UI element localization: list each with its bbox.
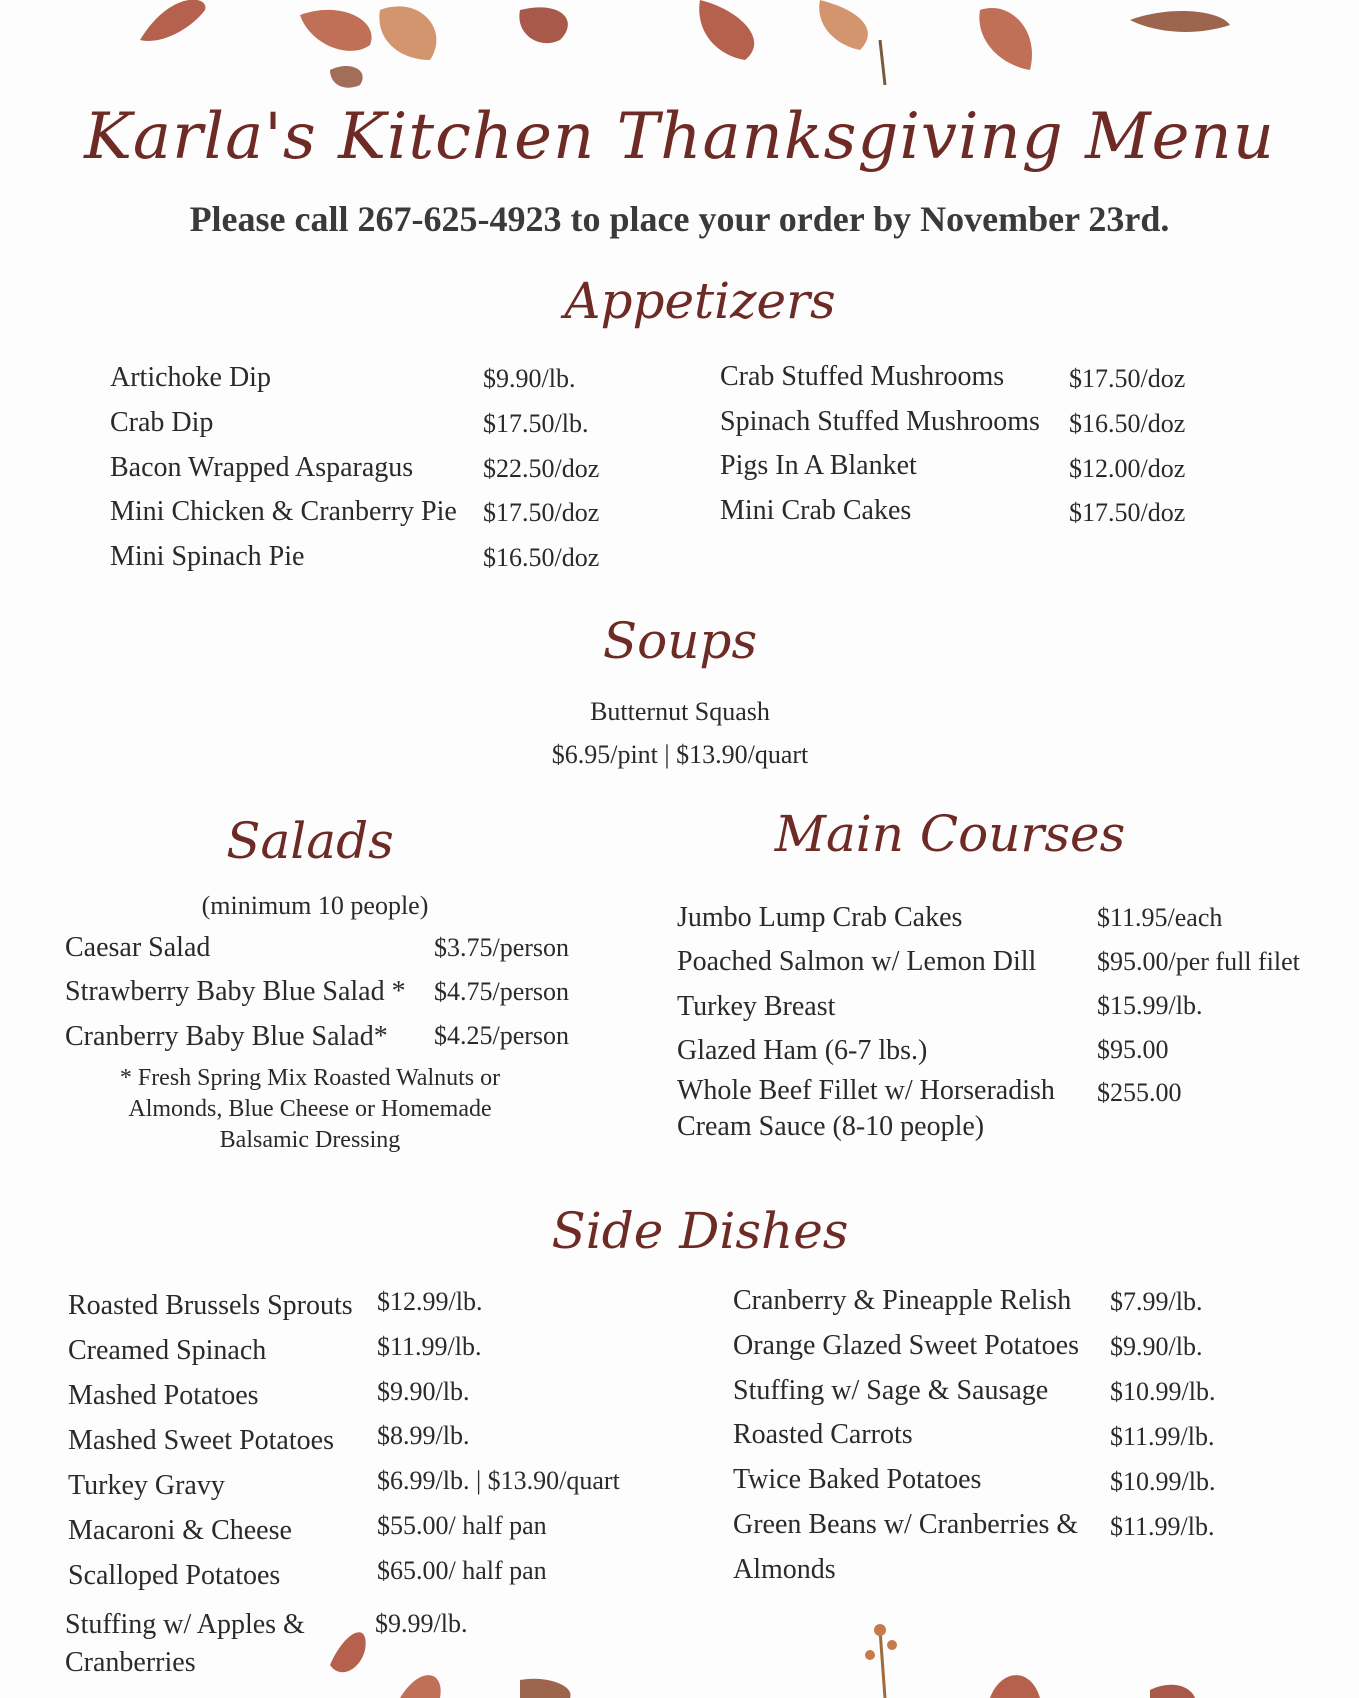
item-price: $8.99/lb. [377,1421,470,1450]
list-item-continued: Cream Sauce (8-10 people) [677,1111,985,1142]
salad-footnote [60,1063,560,1156]
item-price: $9.90/lb. [1110,1332,1203,1361]
item-price: $15.99/lb. [1097,991,1203,1020]
item-price: $16.50/doz [1069,409,1186,438]
list-item: Mini Spinach Pie [110,541,305,572]
list-item: Caesar Salad [65,932,211,963]
list-item: Mini Crab Cakes [720,495,912,526]
item-price: $255.00 [1097,1078,1182,1107]
list-item: Stuffing w/ Apples & [65,1609,305,1640]
item-price: $17.50/doz [1069,498,1186,527]
list-item: Macaroni & Cheese [68,1515,292,1546]
list-item: Bacon Wrapped Asparagus [110,452,414,483]
list-item: Green Beans w/ Cranberries & [733,1509,1079,1540]
item-price: $10.99/lb. [1110,1467,1216,1496]
list-item: Roasted Carrots [733,1419,913,1450]
list-item: Cranberry & Pineapple Relish [733,1285,1072,1316]
item-price: $9.90/lb. [483,364,576,393]
list-item: Glazed Ham (6-7 lbs.) [677,1035,928,1066]
list-item: Twice Baked Potatoes [733,1464,982,1495]
item-price: $9.99/lb. [375,1609,468,1638]
list-item: Mashed Potatoes [68,1380,259,1411]
item-price: $17.50/doz [483,498,600,527]
item-price: $65.00/ half pan [377,1556,547,1585]
list-item-continued: Cranberries [65,1647,196,1678]
item-price: $17.50/lb. [483,409,589,438]
footnote-line: Almonds, Blue Cheese or Homemade [128,1096,492,1122]
item-price: $95.00/per full filet [1097,947,1300,976]
item-price: $17.50/doz [1069,364,1186,393]
item-price: $9.90/lb. [377,1377,470,1406]
item-price: $3.75/person [434,933,570,962]
list-item: Mashed Sweet Potatoes [68,1425,334,1456]
item-price: $11.99/lb. [377,1332,482,1361]
item-price: $11.95/each [1097,903,1223,932]
list-item: Cranberry Baby Blue Salad* [65,1021,388,1052]
list-item: Jumbo Lump Crab Cakes [677,902,963,933]
list-item: Creamed Spinach [68,1335,267,1366]
footnote-line: * Fresh Spring Mix Roasted Walnuts or [119,1065,501,1091]
item-price: $4.25/person [434,1021,570,1050]
footnote-line: Balsamic Dressing [219,1127,401,1153]
list-item: Whole Beef Fillet w/ Horseradish [677,1075,1055,1106]
salads-subtitle: (minimum 10 people) [201,891,429,920]
menu-title: Karla's Kitchen Thanksgiving Menu [84,100,1275,174]
item-price: $55.00/ half pan [377,1511,547,1540]
item-price: $95.00 [1097,1035,1169,1064]
item-price: $11.99/lb. [1110,1422,1215,1451]
item-price: $6.99/lb. | $13.90/quart [377,1466,620,1495]
item-price: $4.75/person [434,977,570,1006]
item-price: $7.99/lb. [1110,1287,1203,1316]
soups-heading: Soups [602,612,758,670]
list-item: Orange Glazed Sweet Potatoes [733,1330,1079,1361]
item-price: $11.99/lb. [1110,1512,1215,1541]
item-price: $12.99/lb. [377,1287,483,1316]
autumn-leaves-bottom-icon [0,1610,1359,1698]
list-item: Pigs In A Blanket [720,450,917,481]
order-instructions: Please call 267-625-4923 to place your order by November 23rd. [189,199,1170,239]
list-item: Turkey Gravy [68,1470,225,1501]
list-item: Stuffing w/ Sage & Sausage [733,1375,1049,1406]
list-item: Mini Chicken & Cranberry Pie [110,496,457,527]
list-item-continued: Almonds [733,1554,836,1585]
main-courses-heading: Main Courses [774,805,1126,863]
list-item: Roasted Brussels Sprouts [68,1290,353,1321]
list-item: Crab Stuffed Mushrooms [720,361,1005,392]
list-item: Poached Salmon w/ Lemon Dill [677,946,1037,977]
list-item: Spinach Stuffed Mushrooms [720,406,1040,437]
side-dishes-heading: Side Dishes [551,1202,849,1260]
salads-heading: Salads [226,812,394,870]
list-item: Turkey Breast [677,991,836,1022]
list-item: Crab Dip [110,407,214,438]
list-item: Scalloped Potatoes [68,1560,281,1591]
soup-price: $6.95/pint | $13.90/quart [551,740,809,769]
list-item: Artichoke Dip [110,362,271,393]
soup-item: Butternut Squash [590,697,770,726]
appetizers-heading: Appetizers [564,272,836,330]
item-price: $10.99/lb. [1110,1377,1216,1406]
item-price: $22.50/doz [483,454,600,483]
item-price: $12.00/doz [1069,454,1186,483]
autumn-leaves-top-icon [0,0,1359,100]
list-item: Strawberry Baby Blue Salad * [65,976,406,1007]
item-price: $16.50/doz [483,543,600,572]
